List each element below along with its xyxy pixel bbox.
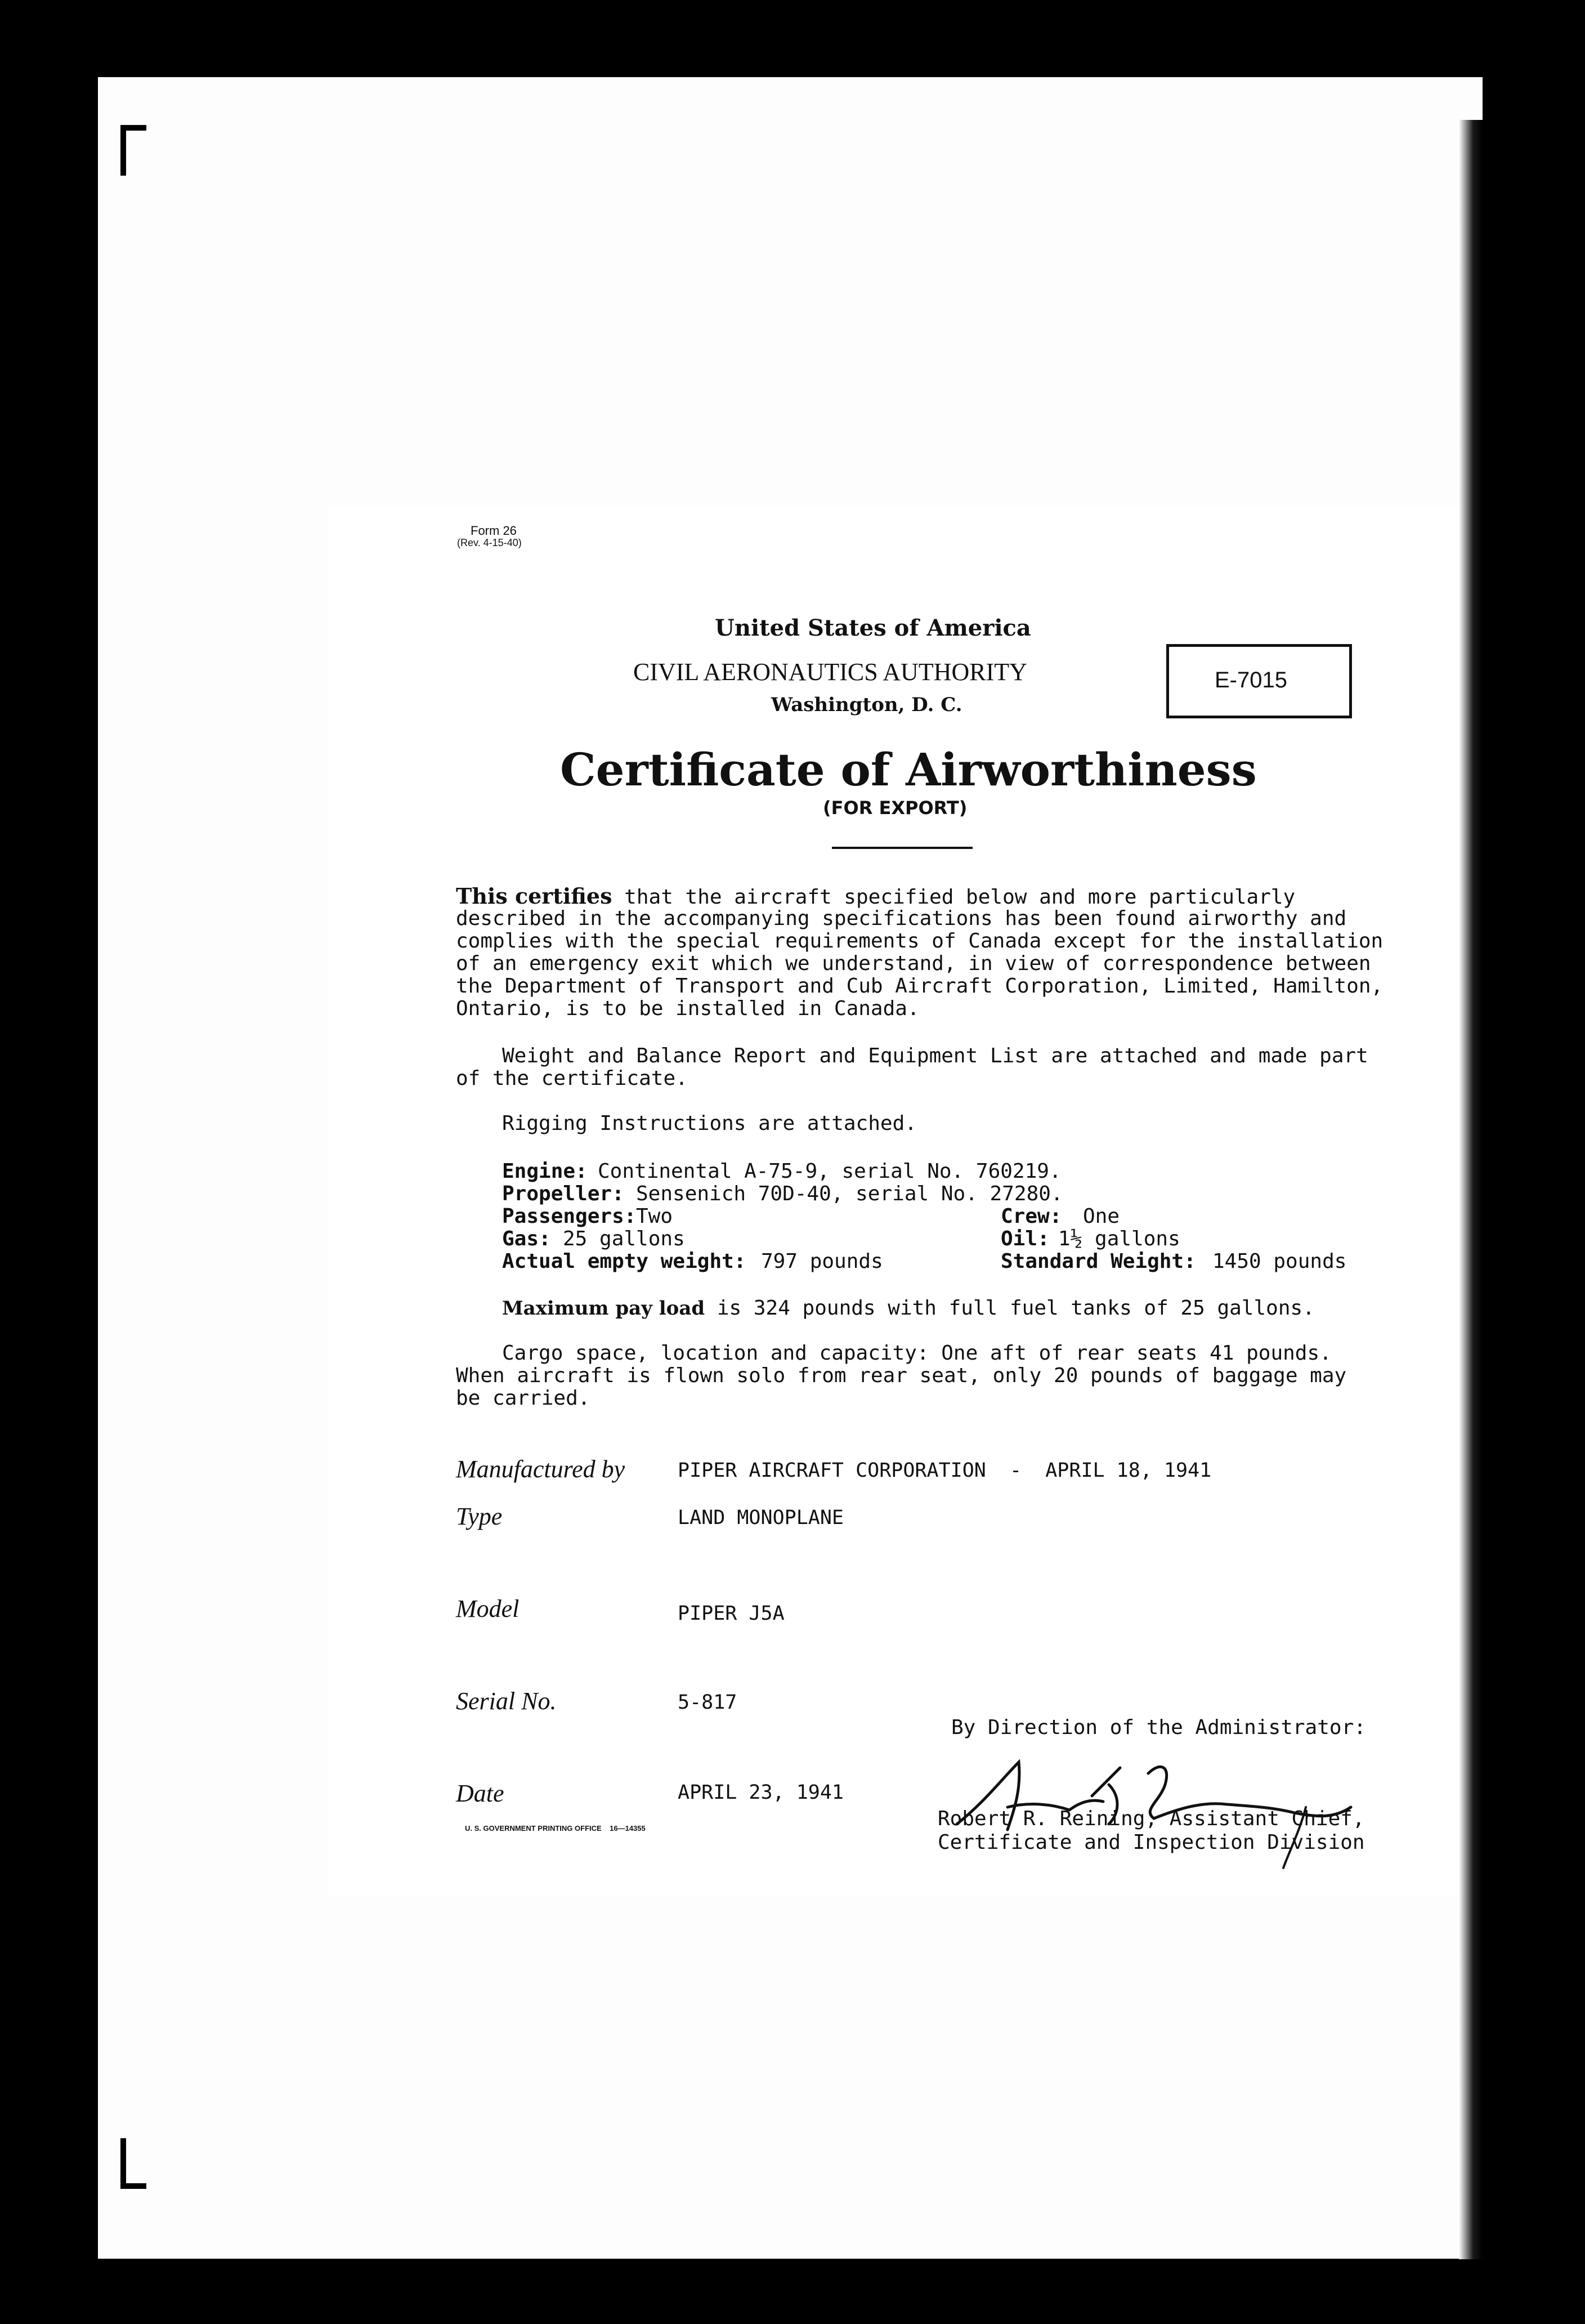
form-revision: (Rev. 4-15-40) (457, 537, 522, 548)
crew-label: Crew: (1001, 1205, 1062, 1228)
crop-mark-bottom-left (120, 2138, 126, 2189)
signer-name-title: Robert R. Reining, Assistant Chief, (938, 1807, 1365, 1830)
model-value: PIPER J5A (678, 1602, 785, 1625)
rigging-line: Rigging Instructions are attached. (502, 1112, 917, 1135)
certifies-paragraph (456, 885, 1295, 909)
oil-value: 1½ gallons (1058, 1227, 1180, 1250)
engine-value: Continental A-75-9, serial No. 760219. (598, 1160, 1062, 1183)
crop-mark-top-left (120, 125, 126, 176)
page-edge-shadow (1459, 120, 1483, 2259)
standard-weight-label: Standard Weight: (1001, 1250, 1196, 1273)
cargo-line-1: Cargo space, location and capacity: One aft of rear seats 41 pounds. (502, 1342, 1332, 1365)
certifies-line-4: of an emergency exit which we understand, in view of correspondence between (456, 952, 1371, 975)
serial-value: 5-817 (678, 1691, 737, 1714)
title-rule (832, 847, 973, 849)
passengers-value: Two (636, 1205, 673, 1228)
certifies-line-2: described in the accompanying specifications has been found airworthy and (456, 907, 1347, 930)
city-heading: Washington, D. C. (771, 694, 962, 716)
certifies-first-line: that the aircraft specified below and more particularly (612, 886, 1296, 909)
date-label: Date (456, 1780, 504, 1807)
cargo-line-2: When aircraft is flown solo from rear seat, only 20 pounds of baggage may (456, 1364, 1347, 1387)
empty-weight-label: Actual empty weight: (502, 1250, 746, 1273)
oil-label: Oil: (1001, 1227, 1050, 1250)
certifies-line-5: the Department of Transport and Cub Aircraft Corporation, Limited, Hamilton, (456, 975, 1383, 998)
direction-line: By Direction of the Administrator: (951, 1716, 1366, 1739)
propeller-label: Propeller: (502, 1182, 624, 1205)
passengers-label: Passengers: (502, 1205, 637, 1228)
type-label: Type (456, 1503, 503, 1530)
agency-heading: CIVIL AERONAUTICS AUTHORITY (633, 658, 1027, 686)
crop-mark-top-left-h (120, 125, 146, 131)
type-value: LAND MONOPLANE (678, 1507, 844, 1529)
crew-value: One (1083, 1205, 1120, 1228)
engine-label: Engine: (502, 1160, 588, 1183)
gas-value: 25 gallons (563, 1227, 685, 1250)
date-value: APRIL 23, 1941 (678, 1781, 844, 1804)
certificate-number: E-7015 (1215, 668, 1287, 692)
weight-balance-line-1: Weight and Balance Report and Equipment List are attached and made part (502, 1044, 1368, 1067)
country-heading: United States of America (715, 615, 1031, 641)
payload-line (502, 1297, 1315, 1320)
payload-text: is 324 pounds with full fuel tanks of 25 gallons. (705, 1297, 1315, 1320)
certificate-title: Certificate of Airworthiness (560, 743, 1257, 796)
propeller-value: Sensenich 70D-40, serial No. 27280. (636, 1182, 1063, 1205)
form-number: Form 26 (471, 524, 517, 538)
certifies-line-6: Ontario, is to be installed in Canada. (456, 997, 920, 1020)
weight-balance-line-2: of the certificate. (456, 1067, 688, 1090)
gas-label: Gas: (502, 1227, 551, 1250)
cargo-line-3: be carried. (456, 1387, 590, 1410)
manufactured-by-label: Manufactured by (456, 1455, 625, 1483)
standard-weight-value: 1450 pounds (1212, 1250, 1347, 1273)
model-label: Model (456, 1595, 520, 1623)
signer-division: Certificate and Inspection Division (938, 1831, 1365, 1854)
certifies-lead: This certifies (456, 883, 612, 909)
payload-label: Maximum pay load (502, 1297, 705, 1320)
empty-weight-value: 797 pounds (761, 1250, 883, 1273)
crop-mark-bottom-left-h (120, 2183, 146, 2189)
serial-label: Serial No. (456, 1687, 557, 1715)
certifies-line-3: complies with the special requirements of Canada except for the installation (456, 929, 1383, 953)
printer-imprint: U. S. GOVERNMENT PRINTING OFFICE 16—14355 (465, 1824, 646, 1833)
certificate-subtitle: (FOR EXPORT) (823, 797, 968, 819)
manufactured-by-value: PIPER AIRCRAFT CORPORATION - APRIL 18, 1941 (678, 1459, 1212, 1482)
